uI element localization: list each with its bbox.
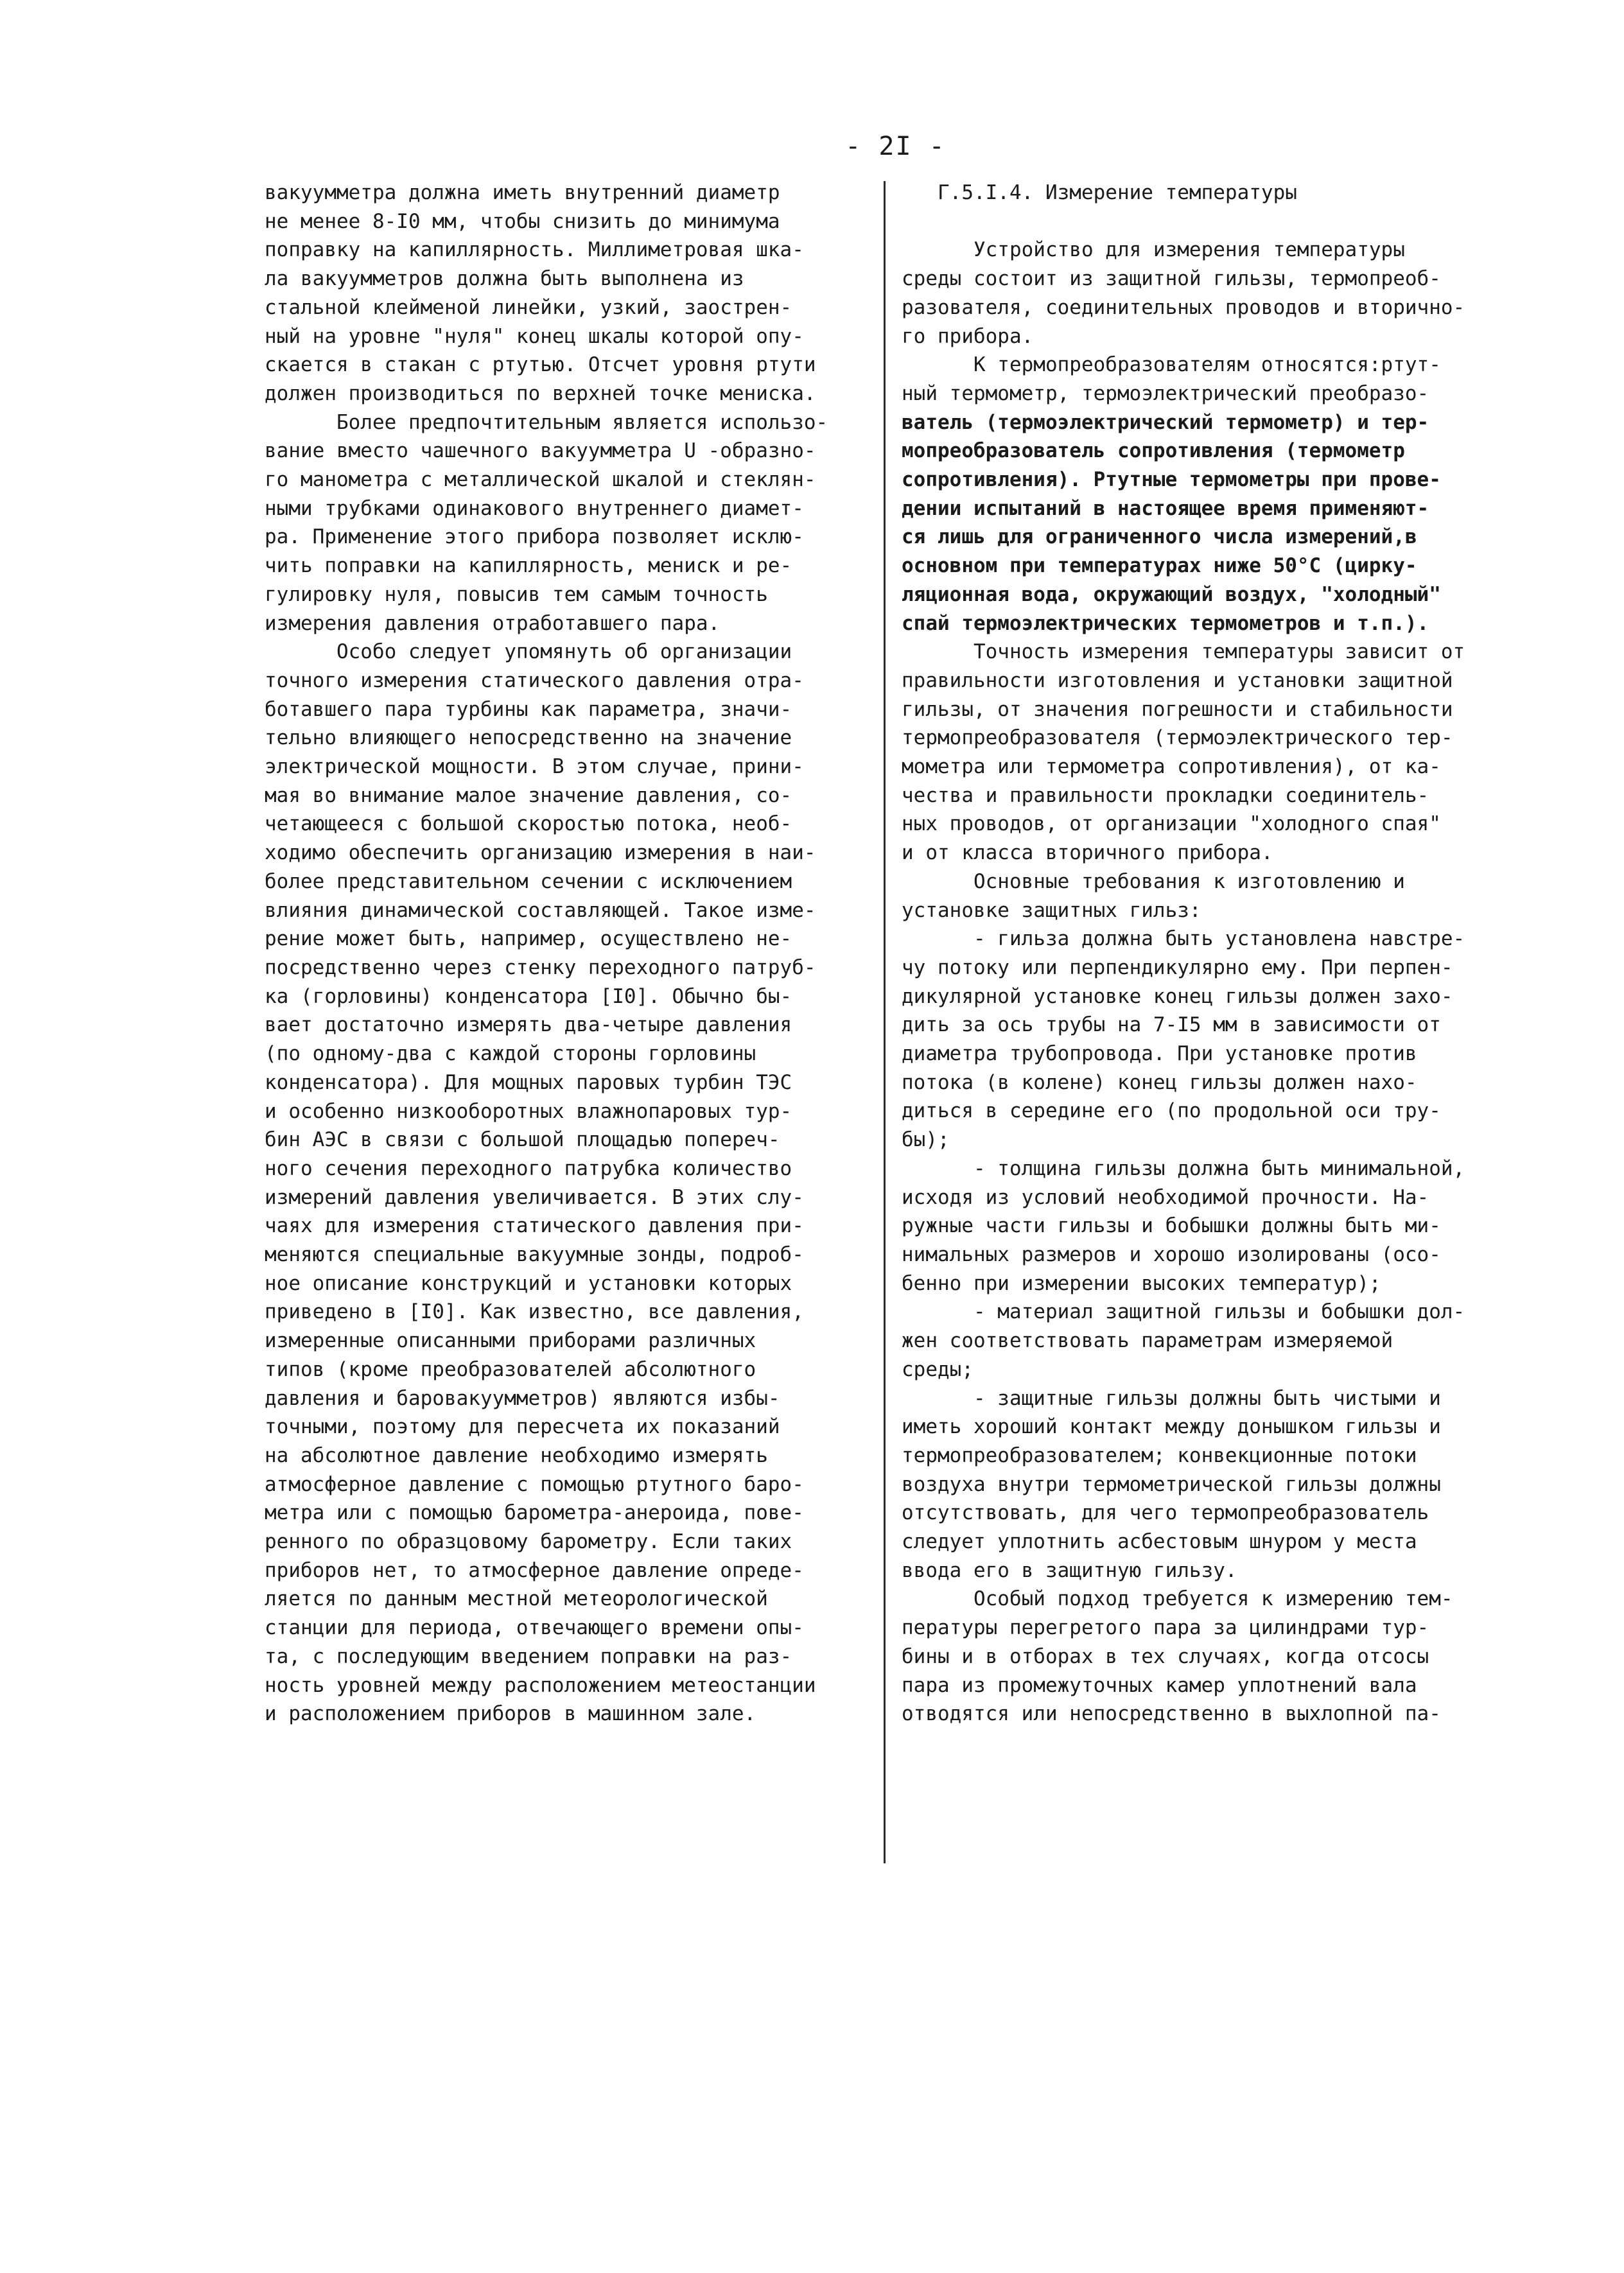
text-line: Более предпочтительным является использо- xyxy=(265,410,828,434)
left-column-text xyxy=(265,179,881,1729)
text-line: мопреобразователь сопротивления (термометр xyxy=(902,439,1405,463)
text-line: тельно влияющего непосредственно на значение xyxy=(265,726,792,750)
text-line: ка (горловины) конденсатора [I0]. Обычно бы- xyxy=(265,984,792,1008)
text-line: чу потоку или перпендикулярно ему. При перпен- xyxy=(902,955,1453,979)
text-line: ное описание конструкций и установки которых xyxy=(265,1271,792,1295)
text-line: пературы перегретого пара за цилиндрами тур- xyxy=(902,1616,1429,1640)
text-line: скается в стакан с ртутью. Отсчет уровня ртути xyxy=(265,353,816,377)
text-line: ность уровней между расположением метеостанции xyxy=(265,1673,816,1697)
text-line: чаях для измерения статического давления при- xyxy=(265,1214,804,1238)
text-line: измерения давления отработавшего пара. xyxy=(265,611,720,635)
text-line: станции для периода, отвечающего времени опы- xyxy=(265,1616,804,1640)
text-line: ла вакуумметров должна быть выполнена из xyxy=(265,267,744,291)
text-line: го манометра с металлической шкалой и стеклян- xyxy=(265,468,816,492)
text-line: четающееся с большой скоростью потока, необ- xyxy=(265,812,792,836)
text-line: ный на уровне "нуля" конец шкалы которой опу- xyxy=(265,324,804,348)
text-line: должен производиться по верхней точке мениска. xyxy=(265,381,816,405)
text-line: дикулярной установке конец гильзы должен захо- xyxy=(902,984,1453,1008)
text-line: гильзы, от значения погрешности и стабильности xyxy=(902,697,1453,721)
text-line: чить поправки на капиллярность, мениск и ре- xyxy=(265,554,792,578)
text-line: ботавшего пара турбины как параметра, значи- xyxy=(265,697,792,721)
text-line: гулировку нуля, повысив тем самым точность xyxy=(265,582,768,606)
text-line: Основные требования к изготовлению и xyxy=(902,869,1405,893)
text-line: ного сечения переходного патрубка количество xyxy=(265,1156,792,1180)
text-line: ными трубками одинакового внутреннего диамет- xyxy=(265,496,804,520)
text-line: атмосферное давление с помощью ртутного баро- xyxy=(265,1472,804,1496)
text-line: точного измерения статического давления отра- xyxy=(265,668,804,692)
text-line: вакуумметра должна иметь внутренний диаметр xyxy=(265,181,780,204)
text-line: установке защитных гильз: xyxy=(902,898,1201,922)
text-line: сопротивления). Ртутные термометры при прове- xyxy=(902,468,1441,492)
text-line: правильности изготовления и установки защитной xyxy=(902,668,1453,692)
text-line: точными, поэтому для пересчета их показаний xyxy=(265,1415,780,1439)
text-line: го прибора. xyxy=(902,324,1034,348)
text-line: электрической мощности. В этом случае, прини- xyxy=(265,755,804,779)
text-line: и особенно низкооборотных влажнопаровых тур- xyxy=(265,1099,792,1123)
text-line: на абсолютное давление необходимо измерять xyxy=(265,1443,768,1467)
text-line: диаметра трубопровода. При установке против xyxy=(902,1042,1417,1066)
text-line: бин АЭС в связи с большой площадью попереч- xyxy=(265,1128,780,1152)
text-line: потока (в колене) конец гильзы должен нахо- xyxy=(902,1070,1417,1094)
text-line: поправку на капиллярность. Миллиметровая шка- xyxy=(265,238,804,262)
text-line: отсутствовать, для чего термопреобразователь xyxy=(902,1501,1429,1525)
text-line: типов (кроме преобразователей абсолютного xyxy=(265,1357,756,1381)
text-line: Особый подход требуется к измерению тем- xyxy=(902,1587,1453,1611)
text-line: спай термоэлектрических термометров и т.п.). xyxy=(902,611,1429,635)
text-line: среды состоит из защитной гильзы, термопреоб- xyxy=(902,267,1441,291)
text-line: диться в середине его (по продольной оси тру- xyxy=(902,1099,1441,1123)
text-line: приборов нет, то атмосферное давление опреде- xyxy=(265,1558,804,1582)
text-line: приведено в [I0]. Как известно, все давления, xyxy=(265,1300,804,1324)
text-line: - защитные гильзы должны быть чистыми и xyxy=(902,1386,1441,1410)
text-line: и от класса вторичного прибора. xyxy=(902,841,1273,865)
text-line: не менее 8-I0 мм, чтобы снизить до минимума xyxy=(265,209,780,233)
text-line: бы); xyxy=(902,1128,950,1152)
text-line: ляционная вода, окружающий воздух, "холодный" xyxy=(902,582,1441,606)
text-line: конденсатора). Для мощных паровых турбин ТЭС xyxy=(265,1070,792,1094)
text-line: ных проводов, от организации "холодного спая" xyxy=(902,812,1441,836)
text-line: ватель (термоэлектрический термометр) и тер- xyxy=(902,410,1429,434)
text-line: мометра или термометра сопротивления), от ка- xyxy=(902,755,1441,779)
text-line: нимальных размеров и хорошо изолированы (осо- xyxy=(902,1243,1441,1266)
text-line: рение может быть, например, осуществлено не- xyxy=(265,927,792,951)
text-line: пара из промежуточных камер уплотнений вала xyxy=(902,1673,1417,1697)
text-line: бины и в отборах в тех случаях, когда отсосы xyxy=(902,1644,1429,1668)
text-line: Точность измерения температуры зависит от xyxy=(902,640,1465,664)
text-line: ввода его в защитную гильзу. xyxy=(902,1558,1237,1582)
text-line: вание вместо чашечного вакуумметра U -образно- xyxy=(265,439,816,463)
text-line: более представительном сечении с исключением xyxy=(265,869,792,893)
text-line: бенно при измерении высоких температур); xyxy=(902,1271,1381,1295)
text-line: - толщина гильзы должна быть минимальной, xyxy=(902,1156,1465,1180)
text-line: - гильза должна быть установлена навстре- xyxy=(902,927,1465,951)
text-line: исходя из условий необходимой прочности. На- xyxy=(902,1185,1429,1209)
text-line: ходимо обеспечить организацию измерения в наи- xyxy=(265,841,816,865)
text-line: разователя, соединительных проводов и вторично- xyxy=(902,295,1465,319)
text-line: иметь хороший контакт между донышком гильзы и xyxy=(902,1415,1441,1439)
text-line: ный термометр, термоэлектрический преобразо- xyxy=(902,381,1429,405)
text-line: ра. Применение этого прибора позволяет исклю- xyxy=(265,525,804,549)
right-column-text xyxy=(902,179,1518,1729)
text-line: влияния динамической составляющей. Такое изме- xyxy=(265,898,816,922)
text-line: Устройство для измерения температуры xyxy=(902,238,1405,262)
text-line: давления и баровакуумметров) являются избы- xyxy=(265,1386,780,1410)
text-line: ся лишь для ограниченного числа измерений,в xyxy=(902,525,1417,549)
text-line: воздуха внутри термометрической гильзы должны xyxy=(902,1472,1441,1496)
text-line: (по одному-два с каждой стороны горловины xyxy=(265,1042,756,1066)
text-line: и расположением приборов в машинном зале. xyxy=(265,1702,756,1726)
text-line: ружные части гильзы и бобышки должны быть ми- xyxy=(902,1214,1441,1238)
column-divider xyxy=(884,181,886,1863)
text-line: та, с последующим введением поправки на раз- xyxy=(265,1644,792,1668)
text-line: ляется по данным местной метеорологической xyxy=(265,1587,768,1611)
text-line: дить за ось трубы на 7-I5 мм в зависимости от xyxy=(902,1013,1441,1037)
text-line: термопреобразователем; конвекционные потоки xyxy=(902,1443,1417,1467)
text-line: термопреобразователя (термоэлектрического тер- xyxy=(902,726,1453,750)
text-line: - материал защитной гильзы и бобышки дол- xyxy=(902,1300,1465,1324)
text-line: стальной клейменой линейки, узкий, заострен- xyxy=(265,295,792,319)
text-line: Особо следует упомянуть об организации xyxy=(265,640,792,664)
text-line: ренного по образцовому барометру. Если таких xyxy=(265,1530,792,1554)
text-line: следует уплотнить асбестовым шнуром у места xyxy=(902,1530,1417,1554)
text-line: меняются специальные вакуумные зонды, подроб- xyxy=(265,1243,804,1267)
text-line: чества и правильности прокладки соединитель- xyxy=(902,783,1429,807)
text-line: измеренные описанными приборами различных xyxy=(265,1329,756,1353)
page-number: - 2I - xyxy=(845,132,946,161)
text-line: вает достаточно измерять два-четыре давления xyxy=(265,1013,792,1037)
text-line: отводятся или непосредственно в выхлопной па- xyxy=(902,1702,1441,1726)
text-line: дении испытаний в настоящее время применяют- xyxy=(902,496,1429,520)
text-line: К термопреобразователям относятся:ртут- xyxy=(902,353,1441,377)
text-line: основном при температурах ниже 50°С (цирку- xyxy=(902,554,1417,578)
text-line: жен соответствовать параметрам измеряемой xyxy=(902,1329,1393,1353)
text-line: метра или с помощью барометра-анероида, пове- xyxy=(265,1501,804,1525)
text-line: среды; xyxy=(902,1357,974,1381)
text-line: измерений давления увеличивается. В этих слу- xyxy=(265,1185,804,1209)
text-line: посредственно через стенку переходного патруб- xyxy=(265,955,816,979)
section-heading: Г.5.I.4. Измерение температуры xyxy=(902,181,1297,204)
text-line: мая во внимание малое значение давления, со- xyxy=(265,783,792,807)
